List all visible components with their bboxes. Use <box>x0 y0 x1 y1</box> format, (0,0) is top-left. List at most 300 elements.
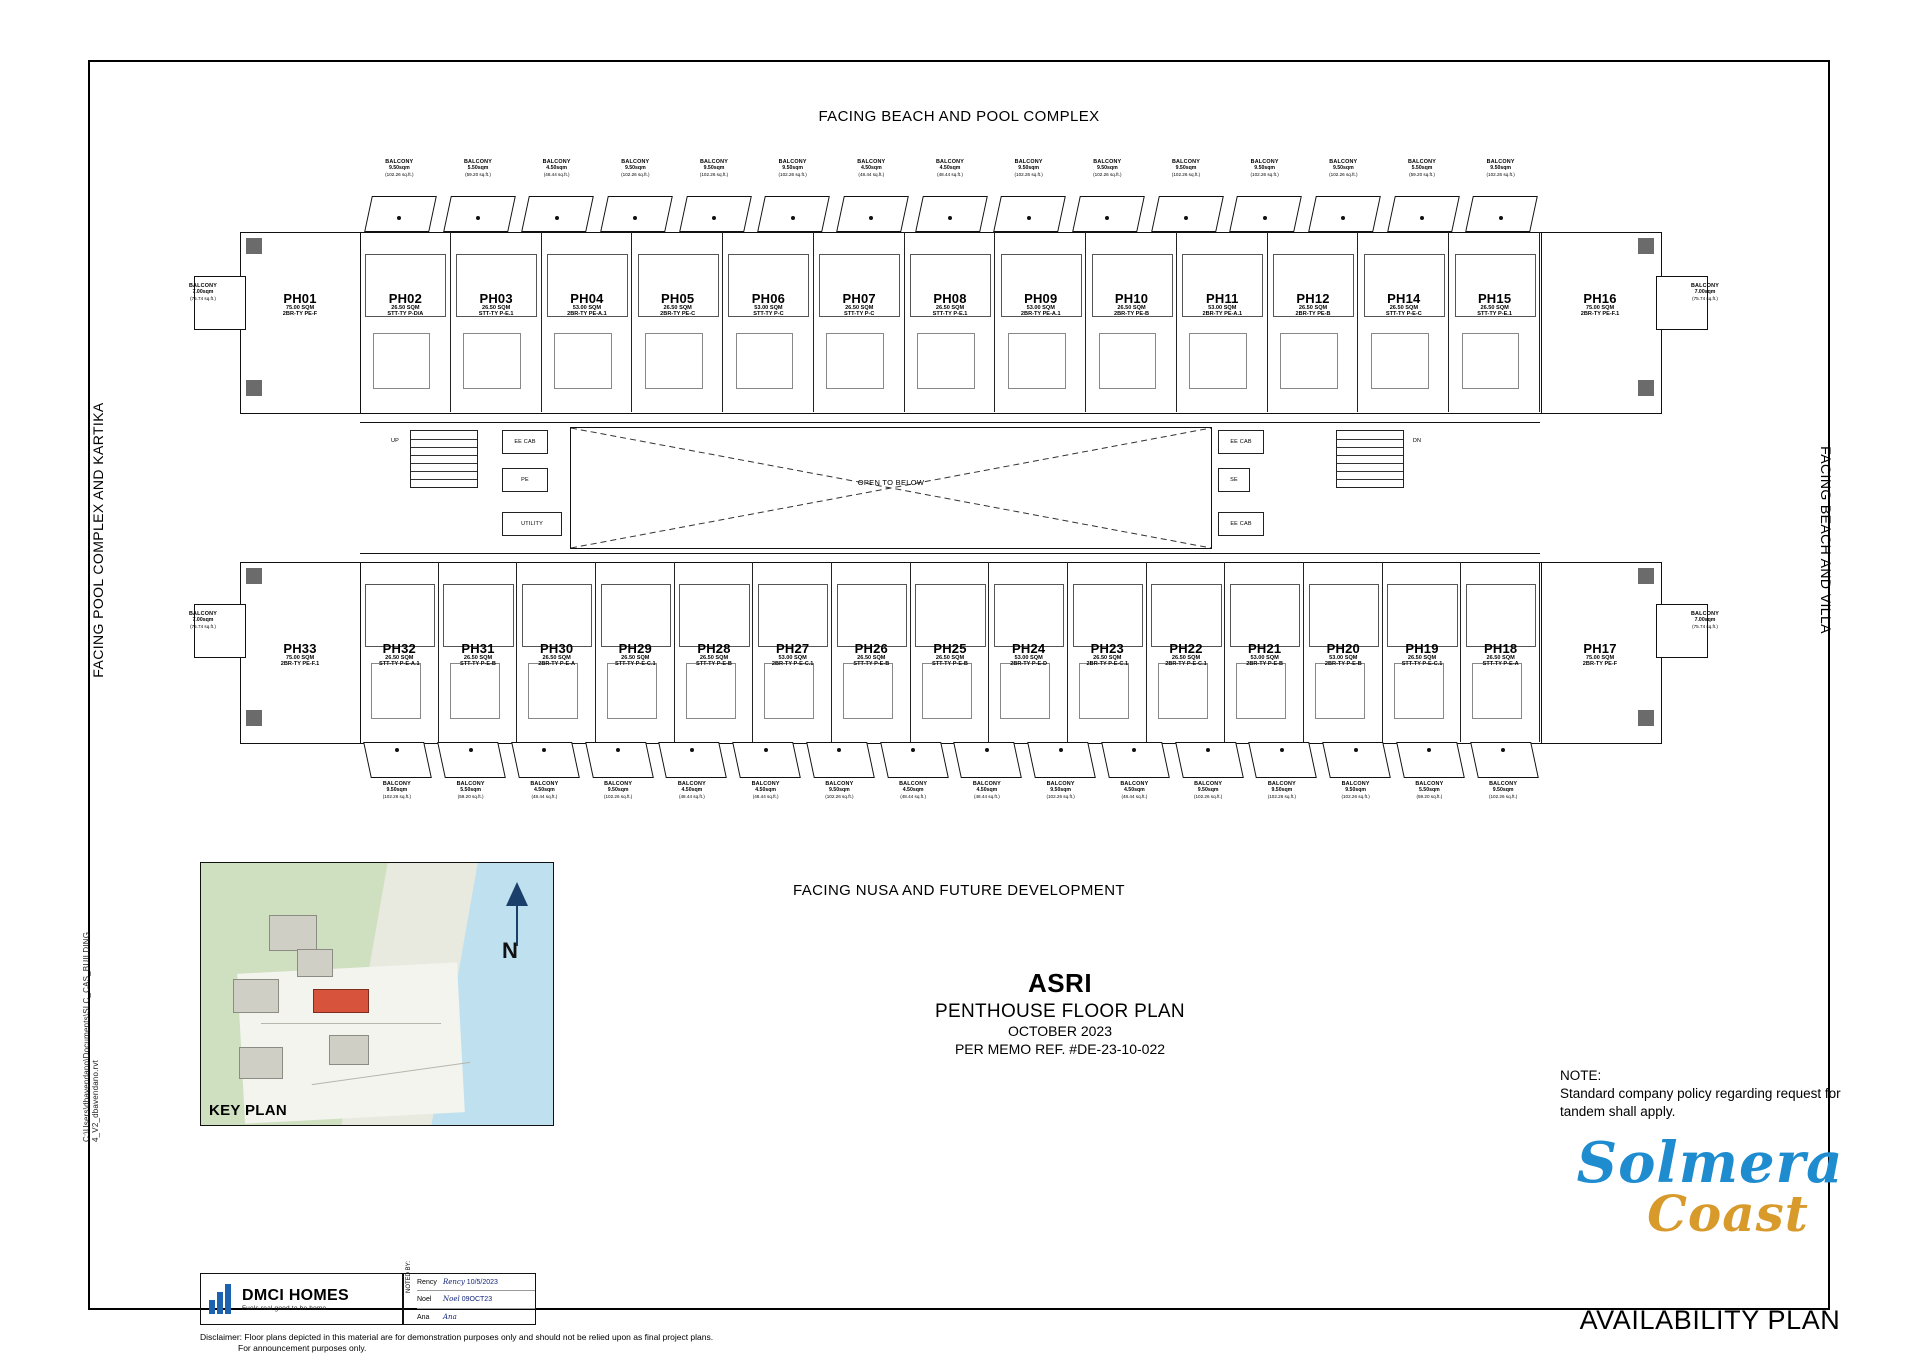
unit-type: 2BR-TY PE-A.1 <box>567 310 607 317</box>
unit-area: 53.00 SQM <box>1026 304 1055 311</box>
balcony-door-marker <box>1499 216 1503 220</box>
balcony-shape <box>679 196 752 232</box>
balcony-size: 9.50sqm <box>703 164 725 171</box>
balcony-label <box>1382 160 1462 177</box>
unit-type: 2BR-TY P-E-D <box>1010 660 1048 667</box>
unit-cell[interactable] <box>439 562 518 742</box>
signature-mark: Rency <box>443 1278 465 1287</box>
balcony-sqft: (48.44 sq.ft.) <box>937 171 963 177</box>
dmci-homes-logo-block <box>200 1273 403 1325</box>
unit-type: 2BR-TY PE-F.1 <box>1580 310 1620 317</box>
unit-type: STT-TY P-E-C.1 <box>615 660 656 667</box>
balcony-label <box>1463 782 1543 799</box>
balcony-sqft: (102.26 sq.ft.) <box>1171 171 1201 177</box>
balcony-sqft: (102.26 sq.ft.) <box>699 171 729 177</box>
balcony-sqft: (102.26 sq.ft.) <box>1486 171 1515 177</box>
key-plan-title: KEY PLAN <box>209 1102 287 1119</box>
balcony-size: 9.50sqm <box>1175 164 1197 171</box>
unit-code: PH15 <box>1477 291 1512 306</box>
project-name: ASRI <box>1027 968 1093 998</box>
unit-type: 2BR-TY PE-F <box>282 310 318 317</box>
unit-cell[interactable] <box>753 562 832 742</box>
unit-type: 2BR-TY P-E-C.1 <box>1165 660 1207 667</box>
balcony-size: 9.50sqm <box>828 786 850 793</box>
balcony-door-marker <box>712 216 716 220</box>
balcony-size: 4.50sqm <box>939 164 961 171</box>
unit-type: 2BR-TY P-E-B <box>1246 660 1284 667</box>
disclaimer-block <box>200 1332 820 1355</box>
note-body: Standard company policy regarding request for tandem shall apply. <box>1560 1086 1841 1120</box>
key-plan-building <box>329 1035 369 1065</box>
unit-area: 26.50 SQM <box>1093 654 1122 661</box>
unit-area: 53.00 SQM <box>1250 654 1279 661</box>
unit-area: 53.00 SQM <box>778 654 807 661</box>
column-marker <box>246 238 262 254</box>
balcony-size: 9.50sqm <box>1197 786 1219 793</box>
balcony-label <box>1242 782 1322 799</box>
signatory-row <box>417 1274 535 1291</box>
balcony-label <box>1389 782 1469 799</box>
unit-cell[interactable] <box>1068 562 1147 742</box>
balcony-label <box>1225 160 1305 177</box>
balcony-title: BALCONY <box>1407 159 1437 165</box>
balcony-title: BALCONY <box>456 781 485 787</box>
balcony-door-marker <box>985 748 989 752</box>
unit-cell[interactable] <box>1268 232 1359 412</box>
balcony-label <box>726 782 806 799</box>
unit-area: 53.00 SQM <box>572 304 602 311</box>
balcony-sqft: (48.44 sq.ft.) <box>858 171 885 177</box>
north-arrow-icon <box>490 882 550 977</box>
unit-cell[interactable] <box>1383 562 1462 742</box>
balcony-title: BALCONY <box>542 159 571 165</box>
noted-by-block <box>403 1260 536 1325</box>
unit-cell[interactable] <box>1358 232 1449 412</box>
balcony-shape <box>1229 196 1302 232</box>
balcony-title: BALCONY <box>621 159 650 165</box>
unit-code: PH20 <box>1326 641 1360 656</box>
room-utility: UTILITY <box>502 512 562 536</box>
stair-note-left: UP <box>386 434 404 448</box>
unit-type: STT-TY P-E-B <box>932 660 968 667</box>
title-block <box>850 967 1270 1058</box>
unit-cell[interactable] <box>451 232 542 412</box>
balcony-title: BALCONY <box>1046 781 1075 787</box>
balcony-size: 9.50sqm <box>1271 786 1293 793</box>
unit-cell[interactable] <box>995 232 1086 412</box>
balcony-sqft: (102.26 sq.ft.) <box>1193 793 1223 799</box>
balcony-size: 4.50sqm <box>860 164 882 171</box>
unit-area: 26.50 SQM <box>663 304 692 311</box>
unit-area: 26.50 SQM <box>1298 304 1328 311</box>
balcony-title: BALCONY <box>1093 159 1122 165</box>
unit-code: PH30 <box>539 641 574 656</box>
balcony-sqft: (102.26 sq.ft.) <box>1046 793 1075 799</box>
unit-cell[interactable] <box>1177 232 1268 412</box>
balcony-door-marker <box>395 748 399 752</box>
unit-code: PH31 <box>461 641 495 656</box>
balcony-sqft: (48.44 sq.ft.) <box>543 171 570 177</box>
room-ee-cab-2: EE CAB <box>1218 430 1264 454</box>
balcony-title: BALCONY <box>751 781 780 787</box>
unit-cell[interactable] <box>905 232 996 412</box>
signatory-name: Noel <box>417 1295 432 1303</box>
unit-cell[interactable] <box>1461 562 1540 742</box>
balcony-door-marker <box>1354 748 1358 752</box>
balcony-label <box>799 782 879 799</box>
balcony-label <box>753 160 833 177</box>
balcony-title: BALCONY <box>1250 159 1279 165</box>
balcony-size: 4.50sqm <box>755 786 776 793</box>
unit-type: STT-TY P-E-C <box>1385 310 1422 317</box>
balcony-size: 9.50sqm <box>1050 786 1071 793</box>
dmci-logo-icon <box>209 1284 235 1314</box>
balcony-sqft: (102.26 sq.ft.) <box>1488 793 1518 799</box>
unit-type: 2BR-TY PE-F <box>1582 660 1618 667</box>
unit-area: 53.00 SQM <box>1208 304 1237 311</box>
balcony-label <box>1021 782 1101 799</box>
signatory-name: Ana <box>417 1313 430 1321</box>
key-plan-building <box>269 915 317 951</box>
signatory-row <box>417 1309 535 1326</box>
unit-type: STT-TY P-D/A <box>387 310 424 317</box>
balcony-title: BALCONY <box>677 781 706 787</box>
key-plan-building <box>297 949 333 977</box>
balcony-size: 9.50sqm <box>1018 164 1040 171</box>
balcony-size: 9.50sqm <box>1254 164 1276 171</box>
balcony-label <box>1094 782 1174 799</box>
balcony-shape <box>1151 196 1224 232</box>
unit-area: 53.00 SQM <box>1329 654 1358 661</box>
unit-code: PH24 <box>1011 641 1046 656</box>
balcony-sqft: (59.20 sq.ft.) <box>1409 171 1435 177</box>
balcony-label <box>504 782 584 799</box>
unit-cell[interactable] <box>1225 562 1304 742</box>
balcony-title: BALCONY <box>1415 781 1444 787</box>
balcony-label-left-top: BALCONY 7.00sqm (75.74 sq.ft.) <box>188 283 218 301</box>
balcony-title: BALCONY <box>1329 159 1358 165</box>
note-heading: NOTE: <box>1560 1068 1602 1083</box>
balcony-sqft: (102.26 sq.ft.) <box>1329 171 1358 177</box>
unit-cell[interactable] <box>360 562 439 742</box>
unit-code: PH02 <box>388 291 423 306</box>
unit-type: STT-TY P-C <box>753 310 784 317</box>
balcony-shape <box>806 742 875 778</box>
column-marker <box>1638 568 1654 584</box>
unit-area: 26.50 SQM <box>542 654 571 661</box>
balcony-size: 5.50sqm <box>1411 164 1433 171</box>
balcony-shape <box>915 196 988 232</box>
balcony-label <box>989 160 1069 177</box>
balcony-shape <box>1387 196 1460 232</box>
balcony-title: BALCONY <box>1194 781 1223 787</box>
north-label: N <box>502 938 518 963</box>
unit-code: PH16 <box>1583 291 1617 306</box>
balcony-label <box>910 160 990 177</box>
balcony-door-marker <box>1184 216 1188 220</box>
unit-code: PH12 <box>1296 291 1330 306</box>
unit-type: 2BR-TY P-E-C.1 <box>1086 660 1129 667</box>
key-plan-building <box>239 1047 283 1079</box>
balcony-title: BALCONY <box>1267 781 1296 787</box>
balcony-sqft: (48.44 sq.ft.) <box>752 793 779 799</box>
availability-plan-label: AVAILABILITY PLAN <box>1579 1305 1841 1335</box>
drawing-frame <box>82 60 1844 1354</box>
balcony-size: 4.50sqm <box>533 786 555 793</box>
unit-cell[interactable] <box>911 562 990 742</box>
unit-cell[interactable] <box>675 562 754 742</box>
balcony-door-marker <box>555 216 559 220</box>
unit-cell[interactable] <box>1449 232 1540 412</box>
balcony-title: BALCONY <box>778 159 807 165</box>
balcony-label <box>595 160 675 177</box>
unit-cell[interactable] <box>1086 232 1177 412</box>
balcony-sqft: (48.44 sq.ft.) <box>678 793 705 799</box>
balcony-label-right-bottom: BALCONY 7.00sqm (75.74 sq.ft.) <box>1690 611 1720 629</box>
unit-code: PH14 <box>1387 291 1421 306</box>
unit-code: PH27 <box>775 641 810 656</box>
balcony-title: BALCONY <box>463 159 493 165</box>
balcony-shape <box>443 196 516 232</box>
orientation-label-top: FACING BEACH AND POOL COMPLEX <box>818 108 1100 125</box>
unit-type: STT-TY P-E-B <box>460 660 496 667</box>
balcony-size: 9.50sqm <box>782 164 804 171</box>
unit-type: STT-TY P-E-B <box>853 660 890 667</box>
balcony-size: 9.50sqm <box>1492 786 1514 793</box>
drawing-name: PENTHOUSE FLOOR PLAN <box>935 1000 1185 1022</box>
balcony-label <box>1303 160 1383 177</box>
note-block <box>1560 1067 1860 1122</box>
balcony-size: 4.50sqm <box>976 786 998 793</box>
balcony-sqft: (102.26 sq.ft.) <box>621 171 650 177</box>
balcony-shape <box>1101 742 1170 778</box>
unit-type: 2BR-TY PE-A.1 <box>1020 310 1061 317</box>
balcony-door-marker <box>469 748 473 752</box>
unit-type: 2BR-TY PE-C <box>660 310 696 317</box>
signature-mark: Noel <box>443 1295 460 1304</box>
unit-code: PH33 <box>283 641 317 656</box>
unit-type: STT-TY P-E-B <box>696 660 732 667</box>
balcony-title: BALCONY <box>857 159 886 165</box>
unit-area: 26.50 SQM <box>857 654 886 661</box>
unit-code: PH32 <box>382 641 416 656</box>
balcony-label-left-bottom: BALCONY 7.00sqm (75.74 sq.ft.) <box>188 611 218 629</box>
balcony-title: BALCONY <box>1171 159 1201 165</box>
balcony-label <box>831 160 911 177</box>
unit-type: STT-TY P-E.1 <box>932 310 968 317</box>
column-marker <box>246 568 262 584</box>
unit-code: PH25 <box>933 641 967 656</box>
balcony-label <box>357 782 437 799</box>
balcony-title: BALCONY <box>699 159 729 165</box>
balcony-size: 5.50sqm <box>467 164 489 171</box>
balcony-size: 9.50sqm <box>1096 164 1118 171</box>
signature-date: 10/5/2023 <box>466 1278 498 1286</box>
balcony-label <box>517 160 597 177</box>
brand-line-1: Solmera <box>1576 1130 1844 1196</box>
unit-area: 26.50 SQM <box>935 654 965 661</box>
unit-code: PH18 <box>1483 641 1518 656</box>
balcony-door-marker <box>948 216 952 220</box>
signature-mark: Ana <box>443 1313 457 1322</box>
balcony-label-right-top: BALCONY 7.00sqm (75.74 sq.ft.) <box>1690 283 1720 301</box>
unit-area: 75.00 SQM <box>1585 654 1615 661</box>
open-to-below-void <box>570 427 1212 549</box>
unit-area: 26.50 SQM <box>845 304 874 311</box>
balcony-title: BALCONY <box>1341 781 1370 787</box>
orientation-label-left: FACING POOL COMPLEX AND KARTIKA <box>90 402 106 678</box>
balcony-door-marker <box>690 748 694 752</box>
unit-area: 26.50 SQM <box>1117 304 1146 311</box>
balcony-sqft: (59.20 sq.ft.) <box>457 793 484 799</box>
unit-code: PH06 <box>751 291 786 306</box>
unit-cell[interactable] <box>832 562 911 742</box>
unit-type: STT-TY P-E-C.1 <box>1401 660 1443 667</box>
balcony-size: 9.50sqm <box>1332 164 1354 171</box>
balcony-shape <box>1396 742 1465 778</box>
unit-type: 2BR-TY PE-B <box>1295 310 1331 317</box>
balcony-title: BALCONY <box>1014 159 1043 165</box>
unit-area: 26.50 SQM <box>699 654 729 661</box>
penthouse-floor-plan-drawing <box>188 159 1720 799</box>
room-se: SE <box>1218 468 1250 492</box>
balcony-size: 9.50sqm <box>624 164 646 171</box>
unit-area: 26.50 SQM <box>391 304 420 311</box>
unit-type: 2BR-TY P-E-C.1 <box>771 660 814 667</box>
unit-code: PH08 <box>933 291 967 306</box>
balcony-title: BALCONY <box>825 781 854 787</box>
balcony-sqft: (59.20 sq.ft.) <box>465 171 491 177</box>
balcony-shape <box>757 196 830 232</box>
room-ee-cab-1: EE CAB <box>502 430 548 454</box>
balcony-size: 9.50sqm <box>388 164 410 171</box>
unit-code: PH23 <box>1090 641 1124 656</box>
unit-area: 53.00 SQM <box>754 304 783 311</box>
balcony-sqft: (102.26 sq.ft.) <box>1093 171 1122 177</box>
unit-cell[interactable] <box>542 232 633 412</box>
balcony-sqft: (59.20 sq.ft.) <box>1416 793 1443 799</box>
unit-cell[interactable] <box>360 232 451 412</box>
balcony-title: BALCONY <box>1120 781 1149 787</box>
unit-area: 75.00 SQM <box>285 654 315 661</box>
unit-cell[interactable] <box>723 232 814 412</box>
balcony-label <box>674 160 754 177</box>
balcony-title: BALCONY <box>972 781 1001 787</box>
unit-code: PH11 <box>1205 291 1239 306</box>
unit-code: PH03 <box>479 291 513 306</box>
balcony-shape <box>511 742 580 778</box>
stair-right <box>1336 430 1404 488</box>
unit-cell[interactable] <box>1304 562 1383 742</box>
unit-code: PH07 <box>842 291 876 306</box>
noted-by-label: NOTED BY: <box>406 1260 412 1293</box>
column-marker <box>246 380 262 396</box>
stair-note-right: DN <box>1408 434 1426 448</box>
unit-code: PH22 <box>1169 641 1203 656</box>
unit-area: 26.50 SQM <box>1171 654 1201 661</box>
unit-cell[interactable] <box>989 562 1068 742</box>
balcony-title: BALCONY <box>382 781 411 787</box>
unit-area: 26.50 SQM <box>385 654 414 661</box>
balcony-title: BALCONY <box>935 159 965 165</box>
unit-type: 2BR-TY P-E-A <box>538 660 576 667</box>
balcony-shape <box>1072 196 1145 232</box>
balcony-title: BALCONY <box>1486 159 1515 165</box>
balcony-size: 4.50sqm <box>902 786 924 793</box>
room-pe: PE <box>502 468 548 492</box>
unit-code: PH01 <box>283 291 317 306</box>
balcony-sqft: (102.26 sq.ft.) <box>603 793 633 799</box>
balcony-door-marker <box>1059 748 1063 752</box>
unit-area: 26.50 SQM <box>1480 304 1509 311</box>
column-marker <box>246 710 262 726</box>
balcony-sqft: (102.26 sq.ft.) <box>1267 793 1297 799</box>
balcony-title: BALCONY <box>899 781 928 787</box>
memo-reference: PER MEMO REF. #DE-23-10-022 <box>954 1040 1166 1057</box>
balcony-sqft: (102.26 sq.ft.) <box>1014 171 1043 177</box>
balcony-label <box>1067 160 1147 177</box>
unit-type: STT-TY P-E.1 <box>1477 310 1512 317</box>
unit-area: 26.50 SQM <box>1407 654 1437 661</box>
orientation-label-bottom: FACING NUSA AND FUTURE DEVELOPMENT <box>793 882 1125 899</box>
unit-code: PH05 <box>661 291 695 306</box>
unit-area: 26.50 SQM <box>481 304 511 311</box>
balcony-shape <box>364 196 437 232</box>
unit-type: 2BR-TY PE-F.1 <box>280 660 320 667</box>
unit-cell[interactable] <box>632 232 723 412</box>
unit-area: 26.50 SQM <box>621 654 650 661</box>
balcony-size: 5.50sqm <box>460 786 481 793</box>
unit-area: 75.00 SQM <box>285 304 315 311</box>
unit-cell[interactable] <box>517 562 596 742</box>
balcony-size: 9.50sqm <box>1345 786 1366 793</box>
balcony-door-marker <box>1263 216 1267 220</box>
balcony-title: BALCONY <box>385 159 414 165</box>
balcony-label <box>652 782 732 799</box>
key-plan-building <box>233 979 279 1013</box>
balcony-sqft: (48.44 sq.ft.) <box>531 793 558 799</box>
balcony-shape <box>1465 196 1538 232</box>
balcony-shape <box>993 196 1066 232</box>
column-marker <box>1638 238 1654 254</box>
unit-code: PH17 <box>1583 641 1617 656</box>
unit-cell[interactable] <box>596 562 675 742</box>
signature-date: 09OCT23 <box>461 1295 493 1303</box>
key-plan-road <box>261 1023 441 1024</box>
file-path-label: C:\Users\dbavendano\Documents\SLC_CAS_BUILDING 4_V2_dbavendano.rvt <box>82 931 100 1142</box>
balcony-door-marker <box>791 216 795 220</box>
unit-code: PH19 <box>1405 641 1439 656</box>
balcony-shape <box>1308 196 1381 232</box>
balcony-sqft: (102.26 sq.ft.) <box>1341 793 1370 799</box>
balcony-size: 4.50sqm <box>1123 786 1145 793</box>
company-tagline: Fuels real good to be home. <box>242 1304 329 1312</box>
unit-cell[interactable] <box>1147 562 1226 742</box>
unit-code: PH28 <box>697 641 731 656</box>
orientation-label-right: FACING BEACH AND VILLA <box>1818 446 1834 634</box>
balcony-label <box>1316 782 1396 799</box>
unit-area: 26.50 SQM <box>1389 304 1418 311</box>
balcony-sqft: (102.26 sq.ft.) <box>382 793 412 799</box>
balcony-title: BALCONY <box>1489 781 1518 787</box>
balcony-door-marker <box>1420 216 1424 220</box>
unit-cell[interactable] <box>814 232 905 412</box>
unit-type: 2BR-TY PE-B <box>1114 310 1150 317</box>
balcony-size: 4.50sqm <box>546 164 568 171</box>
balcony-title: BALCONY <box>530 781 559 787</box>
balcony-size: 9.50sqm <box>386 786 408 793</box>
key-plan-highlighted-building <box>313 989 369 1013</box>
